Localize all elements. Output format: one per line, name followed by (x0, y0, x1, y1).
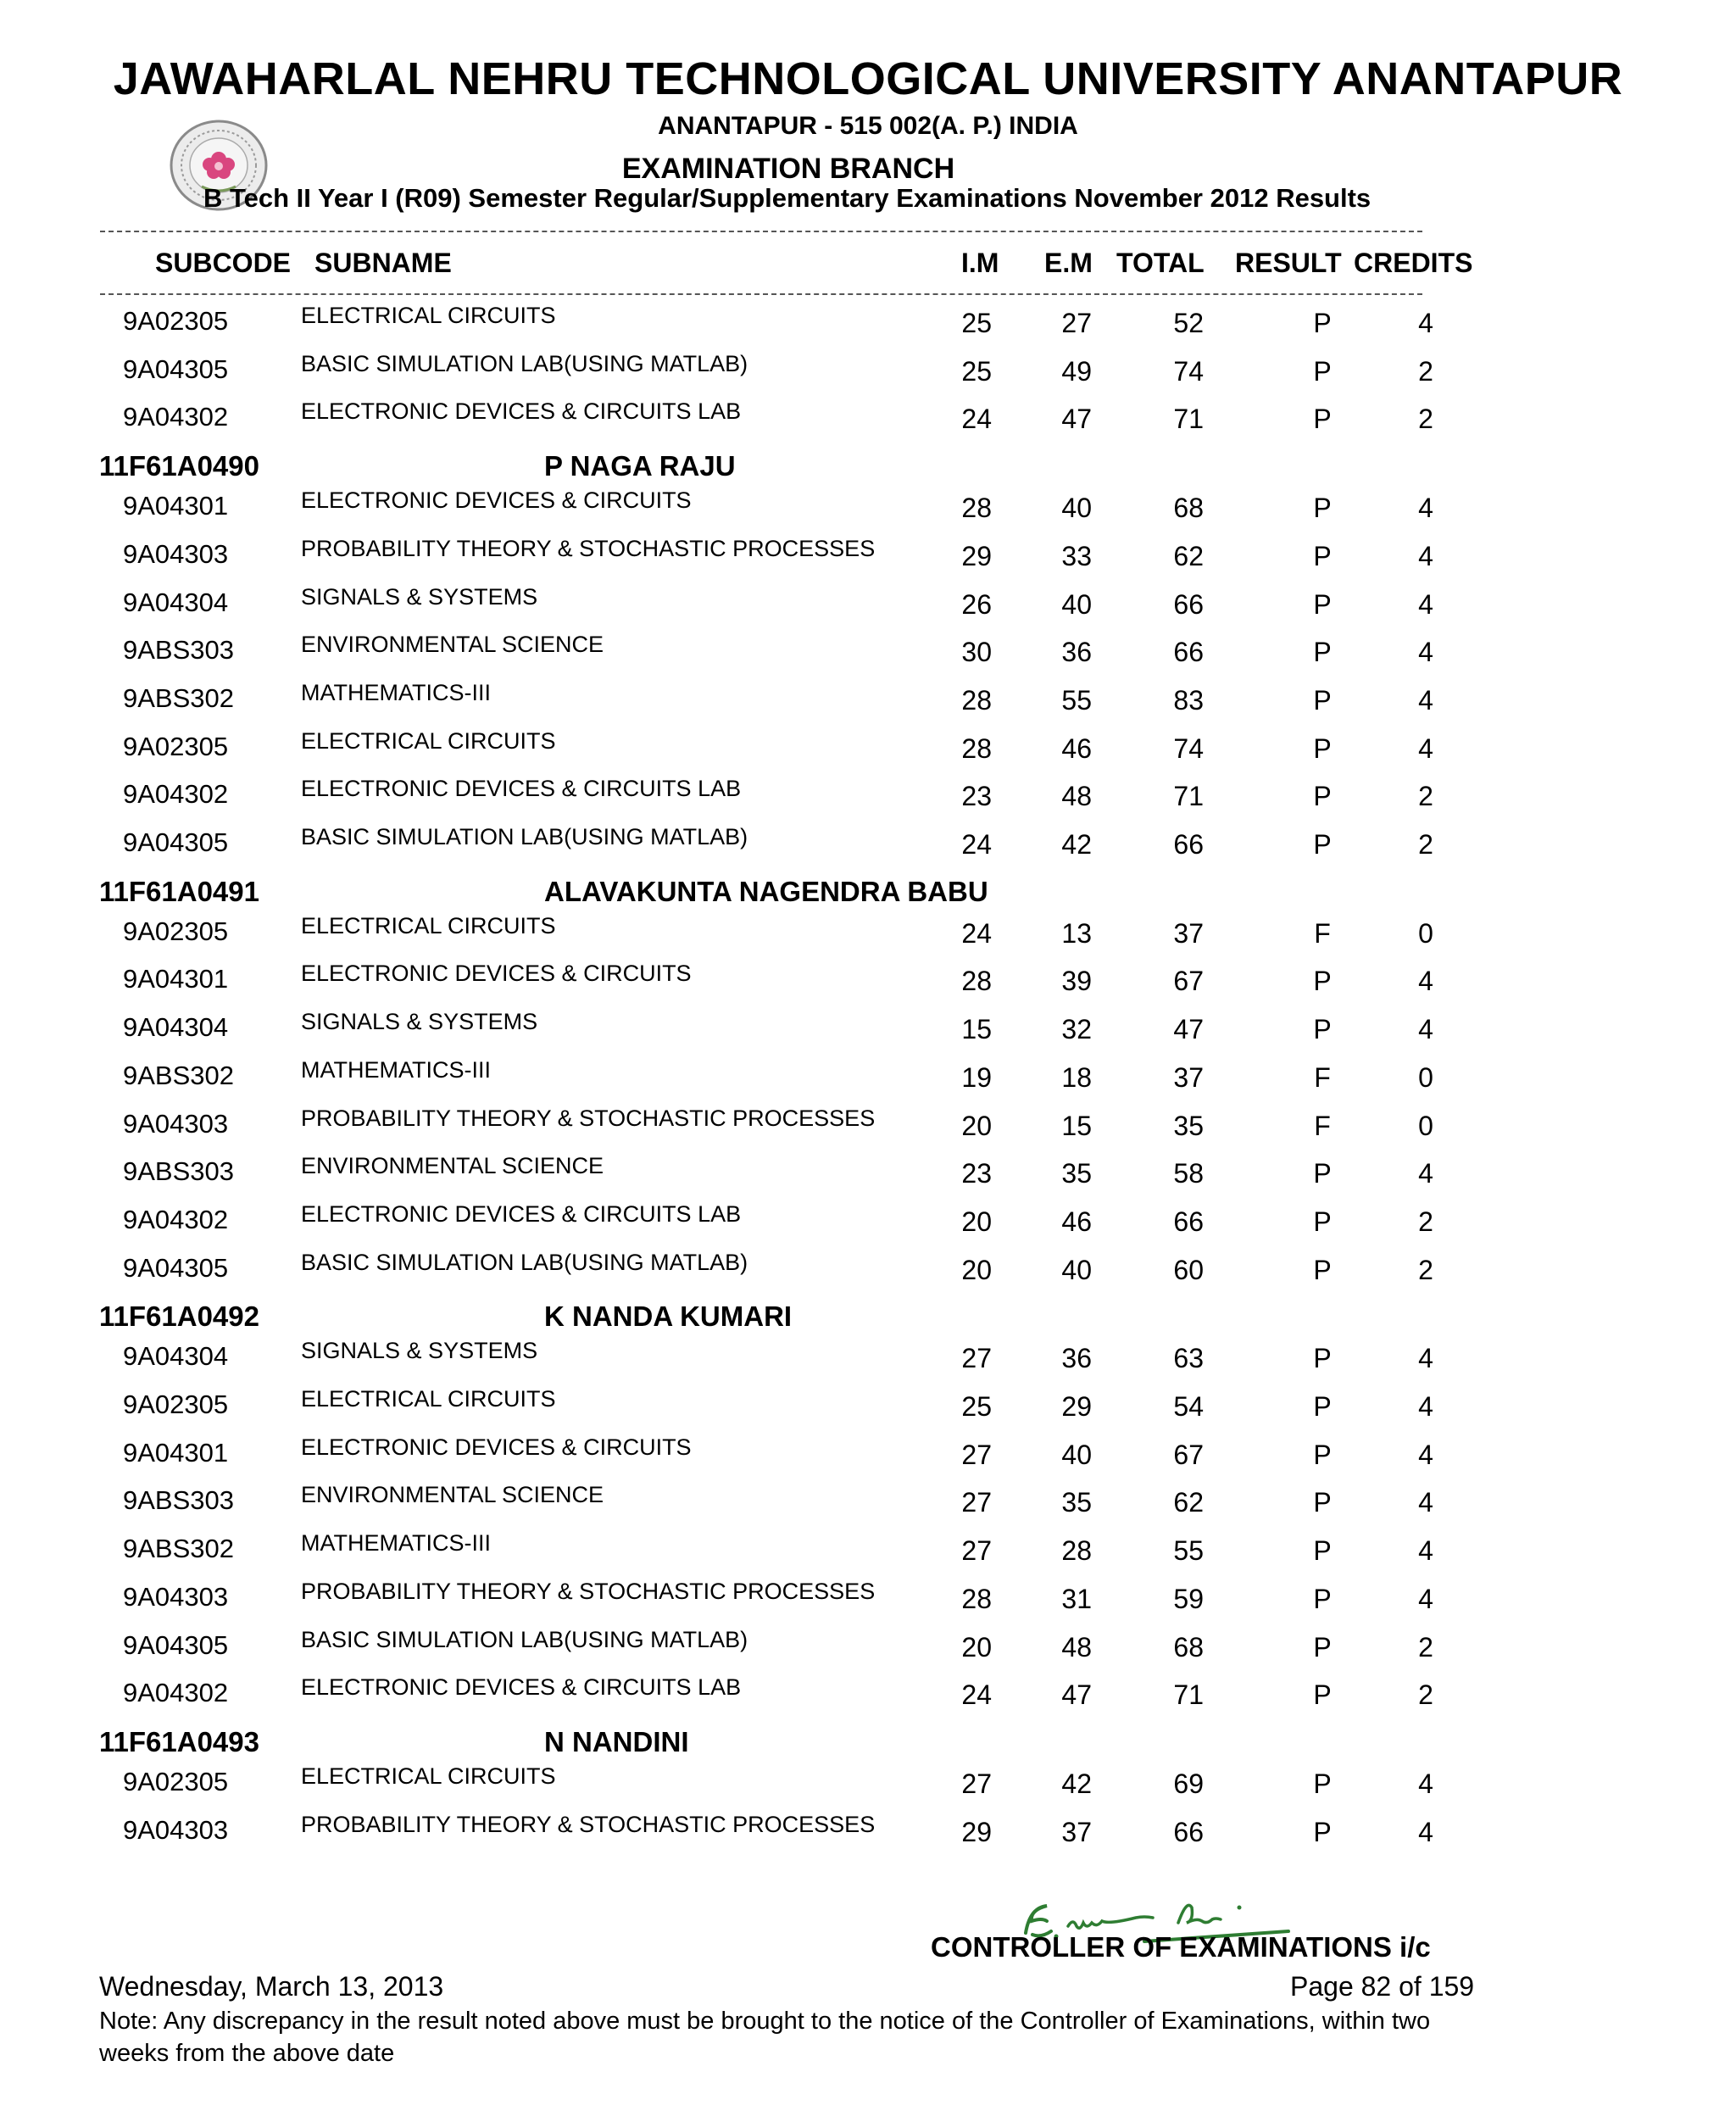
table-row (0, 487, 1736, 535)
result-status: P (1313, 1583, 1332, 1614)
credits-value: 0 (1418, 1061, 1433, 1093)
internal-marks: 20 (961, 1110, 992, 1141)
subject-name: MATHEMATICS-III (301, 1056, 491, 1083)
hallticket-number: 11F61A0493 (99, 1725, 259, 1757)
hallticket-number: 11F61A0491 (99, 875, 259, 907)
external-marks: 36 (1061, 637, 1092, 668)
total-marks: 66 (1173, 588, 1204, 620)
external-marks: 36 (1061, 1343, 1092, 1374)
result-status: P (1313, 588, 1332, 620)
external-marks: 32 (1061, 1014, 1092, 1045)
subject-code: 9A04304 (123, 587, 229, 617)
external-marks: 40 (1061, 493, 1092, 524)
result-status: P (1313, 1816, 1332, 1847)
student-header (0, 1726, 1736, 1767)
subject-name: ENVIRONMENTAL SCIENCE (301, 1153, 604, 1179)
external-marks: 48 (1061, 1631, 1092, 1663)
credits-value: 4 (1418, 1391, 1433, 1422)
table-row (0, 351, 1736, 398)
external-marks: 15 (1061, 1110, 1092, 1141)
subject-name: SIGNALS & SYSTEMS (301, 1009, 538, 1035)
subject-code: 9A04303 (123, 538, 229, 569)
internal-marks: 19 (961, 1061, 992, 1093)
subject-code: 9ABS303 (123, 1156, 234, 1187)
col-credits: CREDITS (1354, 248, 1473, 278)
total-marks: 66 (1173, 1206, 1204, 1237)
external-marks: 42 (1061, 1768, 1092, 1799)
controller-title: CONTROLLER OF EXAMINATIONS i/c (931, 1931, 1431, 1963)
credits-value: 4 (1418, 1343, 1433, 1374)
internal-marks: 24 (961, 829, 992, 860)
credits-value: 2 (1418, 1679, 1433, 1711)
student-name: P NAGA RAJU (544, 450, 736, 482)
internal-marks: 20 (961, 1254, 992, 1285)
credits-value: 2 (1418, 829, 1433, 860)
internal-marks: 30 (961, 637, 992, 668)
internal-marks: 24 (961, 917, 992, 949)
total-marks: 71 (1173, 1679, 1204, 1711)
external-marks: 35 (1061, 1487, 1092, 1518)
internal-marks: 27 (961, 1343, 992, 1374)
internal-marks: 29 (961, 540, 992, 571)
external-marks: 42 (1061, 829, 1092, 860)
subject-name: ELECTRICAL CIRCUITS (301, 727, 556, 754)
internal-marks: 28 (961, 684, 992, 716)
table-row (0, 398, 1736, 446)
student-header (0, 876, 1736, 916)
subject-name: ELECTRONIC DEVICES & CIRCUITS (301, 1434, 692, 1460)
table-row (0, 1201, 1736, 1249)
result-status: P (1313, 1014, 1332, 1045)
external-marks: 27 (1061, 308, 1092, 338)
total-marks: 55 (1173, 1535, 1204, 1567)
result-status: P (1313, 966, 1332, 997)
result-status: F (1314, 1110, 1331, 1141)
result-status: P (1313, 1254, 1332, 1285)
internal-marks: 27 (961, 1439, 992, 1470)
result-status: P (1313, 829, 1332, 860)
result-status: P (1313, 1158, 1332, 1189)
col-im: I.M (961, 248, 999, 278)
total-marks: 59 (1173, 1583, 1204, 1614)
subject-code: 9A02305 (123, 731, 229, 761)
credits-value: 4 (1418, 588, 1433, 620)
total-marks: 66 (1173, 1816, 1204, 1847)
table-row (0, 536, 1736, 583)
external-marks: 48 (1061, 781, 1092, 812)
subject-code: 9A02305 (123, 1390, 229, 1419)
subject-code: 9A02305 (123, 306, 229, 336)
print-date: Wednesday, March 13, 2013 (99, 1971, 444, 2002)
table-row (0, 776, 1736, 823)
subject-name: PROBABILITY THEORY & STOCHASTIC PROCESSES (301, 535, 876, 561)
subject-code: 9A04301 (123, 1437, 229, 1468)
result-status: P (1313, 308, 1332, 338)
credits-value: 4 (1418, 732, 1433, 764)
internal-marks: 28 (961, 493, 992, 524)
subject-code: 9A04302 (123, 1678, 229, 1708)
table-row (0, 1812, 1736, 1859)
subject-name: ELECTRONIC DEVICES & CIRCUITS LAB (301, 1200, 742, 1227)
credits-value: 4 (1418, 1583, 1433, 1614)
total-marks: 37 (1173, 917, 1204, 949)
subject-name: ELECTRONIC DEVICES & CIRCUITS (301, 487, 692, 514)
hallticket-number: 11F61A0492 (99, 1300, 259, 1333)
result-status: P (1313, 355, 1332, 387)
subject-name: ELECTRICAL CIRCUITS (301, 303, 556, 328)
table-row (0, 1627, 1736, 1674)
table-row (0, 680, 1736, 727)
internal-marks: 25 (961, 355, 992, 387)
table-row (0, 1106, 1736, 1153)
external-marks: 47 (1061, 404, 1092, 435)
result-status: P (1313, 732, 1332, 764)
credits-value: 4 (1418, 1535, 1433, 1567)
external-marks: 49 (1061, 355, 1092, 387)
subject-name: ELECTRICAL CIRCUITS (301, 912, 556, 938)
table-row (0, 632, 1736, 679)
subject-code: 9ABS302 (123, 1534, 234, 1564)
total-marks: 71 (1173, 781, 1204, 812)
table-row (0, 1386, 1736, 1434)
result-status: P (1313, 1768, 1332, 1799)
credits-value: 4 (1418, 637, 1433, 668)
result-status: P (1313, 540, 1332, 571)
external-marks: 46 (1061, 732, 1092, 764)
result-status: P (1313, 1535, 1332, 1567)
subject-code: 9A02305 (123, 916, 229, 946)
col-result: RESULT (1235, 248, 1342, 278)
footer-note: Note: Any discrepancy in the result noted above must be brought to the notice of the Controller of Examinations, within two weeks from the above date (99, 2008, 1431, 2067)
result-status: P (1313, 684, 1332, 716)
total-marks: 60 (1173, 1254, 1204, 1285)
subject-name: SIGNALS & SYSTEMS (301, 1338, 538, 1364)
credits-value: 2 (1418, 404, 1433, 435)
external-marks: 40 (1061, 1439, 1092, 1470)
internal-marks: 28 (961, 966, 992, 997)
total-marks: 47 (1173, 1014, 1204, 1045)
total-marks: 54 (1173, 1391, 1204, 1422)
internal-marks: 29 (961, 1816, 992, 1847)
total-marks: 83 (1173, 684, 1204, 716)
external-marks: 35 (1061, 1158, 1092, 1189)
external-marks: 47 (1061, 1679, 1092, 1711)
external-marks: 31 (1061, 1583, 1092, 1614)
student-name: K NANDA KUMARI (544, 1300, 793, 1333)
subject-name: ELECTRONIC DEVICES & CIRCUITS (301, 961, 692, 987)
subject-name: ELECTRONIC DEVICES & CIRCUITS LAB (301, 398, 742, 425)
university-address: ANANTAPUR - 515 002(A. P.) INDIA (658, 112, 1078, 140)
total-marks: 74 (1173, 732, 1204, 764)
result-status: F (1314, 1061, 1331, 1093)
external-marks: 40 (1061, 588, 1092, 620)
internal-marks: 25 (961, 1391, 992, 1422)
internal-marks: 28 (961, 732, 992, 764)
internal-marks: 15 (961, 1014, 992, 1045)
table-row (0, 1434, 1736, 1482)
subject-code: 9A04305 (123, 1629, 229, 1660)
student-name: ALAVAKUNTA NAGENDRA BABU (544, 875, 988, 907)
internal-marks: 20 (961, 1631, 992, 1663)
credits-value: 2 (1418, 355, 1433, 387)
credits-value: 4 (1418, 308, 1433, 338)
subject-code: 9A04303 (123, 1108, 229, 1139)
result-status: P (1313, 493, 1332, 524)
subject-name: BASIC SIMULATION LAB(USING MATLAB) (301, 350, 748, 376)
total-marks: 69 (1173, 1768, 1204, 1799)
credits-value: 0 (1418, 1110, 1433, 1141)
subject-name: ELECTRICAL CIRCUITS (301, 1763, 556, 1789)
result-status: P (1313, 404, 1332, 435)
table-row (0, 1482, 1736, 1529)
credits-value: 2 (1418, 1254, 1433, 1285)
table-row (0, 1763, 1736, 1811)
table-row (0, 1057, 1736, 1105)
subject-code: 9A04302 (123, 402, 229, 432)
credits-value: 4 (1418, 1014, 1433, 1045)
table-row (0, 1530, 1736, 1578)
result-status: P (1313, 637, 1332, 668)
external-marks: 46 (1061, 1206, 1092, 1237)
col-subcode: SUBCODE (155, 248, 292, 278)
branch-title: EXAMINATION BRANCH (621, 153, 955, 185)
subject-code: 9ABS302 (123, 682, 234, 713)
subject-code: 9ABS303 (123, 1485, 234, 1516)
credits-value: 4 (1418, 1487, 1433, 1518)
internal-marks: 23 (961, 781, 992, 812)
subject-code: 9A04301 (123, 491, 229, 521)
internal-marks: 20 (961, 1206, 992, 1237)
external-marks: 39 (1061, 966, 1092, 997)
subject-name: PROBABILITY THEORY & STOCHASTIC PROCESSES (301, 1105, 876, 1131)
result-status: P (1313, 1631, 1332, 1663)
external-marks: 18 (1061, 1061, 1092, 1093)
credits-value: 2 (1418, 1631, 1433, 1663)
credits-value: 2 (1418, 1206, 1433, 1237)
result-status: P (1313, 1391, 1332, 1422)
total-marks: 62 (1173, 1487, 1204, 1518)
external-marks: 33 (1061, 540, 1092, 571)
subject-name: MATHEMATICS-III (301, 1530, 491, 1557)
university-title: JAWAHARLAL NEHRU TECHNOLOGICAL UNIVERSITY ANANTAPUR (113, 53, 1623, 104)
total-marks: 66 (1173, 637, 1204, 668)
table-row (0, 303, 1736, 350)
table-row (0, 584, 1736, 632)
credits-value: 4 (1418, 540, 1433, 571)
external-marks: 28 (1061, 1535, 1092, 1567)
table-row (0, 961, 1736, 1008)
subject-name: BASIC SIMULATION LAB(USING MATLAB) (301, 1249, 748, 1275)
credits-value: 4 (1418, 1158, 1433, 1189)
internal-marks: 25 (961, 308, 992, 338)
hallticket-number: 11F61A0490 (99, 450, 259, 482)
exam-title: B Tech II Year I (R09) Semester Regular/Supplementary Examinations November 2012 Results (203, 183, 1372, 213)
col-em: E.M (1044, 248, 1093, 278)
subject-code: 9A04304 (123, 1341, 229, 1372)
external-marks: 13 (1061, 917, 1092, 949)
subject-code: 9A04301 (123, 964, 229, 994)
external-marks: 37 (1061, 1816, 1092, 1847)
table-row (0, 1153, 1736, 1200)
subject-code: 9A04302 (123, 779, 229, 810)
col-total: TOTAL (1116, 248, 1205, 278)
subject-name: PROBABILITY THEORY & STOCHASTIC PROCESSES (301, 1811, 876, 1837)
table-row (0, 1009, 1736, 1056)
subject-code: 9A04303 (123, 1581, 229, 1612)
total-marks: 68 (1173, 493, 1204, 524)
subject-code: 9A04302 (123, 1204, 229, 1234)
subject-code: 9A04305 (123, 827, 229, 857)
credits-value: 4 (1418, 966, 1433, 997)
total-marks: 58 (1173, 1158, 1204, 1189)
student-header (0, 450, 1736, 491)
col-subname: SUBNAME (314, 248, 452, 278)
subject-code: 9A02305 (123, 1766, 229, 1796)
subject-code: 9ABS302 (123, 1060, 234, 1090)
subject-name: MATHEMATICS-III (301, 679, 491, 705)
external-marks: 40 (1061, 1254, 1092, 1285)
subject-name: ELECTRONIC DEVICES & CIRCUITS LAB (301, 1674, 742, 1701)
subject-name: BASIC SIMULATION LAB(USING MATLAB) (301, 1626, 748, 1652)
result-status: P (1313, 1343, 1332, 1374)
external-marks: 55 (1061, 684, 1092, 716)
subject-name: PROBABILITY THEORY & STOCHASTIC PROCESSES (301, 1578, 876, 1604)
internal-marks: 27 (961, 1768, 992, 1799)
subject-name: ELECTRICAL CIRCUITS (301, 1386, 556, 1412)
total-marks: 63 (1173, 1343, 1204, 1374)
subject-name: BASIC SIMULATION LAB(USING MATLAB) (301, 824, 748, 849)
credits-value: 4 (1418, 684, 1433, 716)
total-marks: 66 (1173, 829, 1204, 860)
result-status: P (1313, 1487, 1332, 1518)
table-row (0, 913, 1736, 961)
credits-value: 4 (1418, 1816, 1433, 1847)
internal-marks: 28 (961, 1583, 992, 1614)
table-row (0, 1674, 1736, 1722)
total-marks: 74 (1173, 355, 1204, 387)
subject-code: 9A04303 (123, 1814, 229, 1845)
result-status: P (1313, 1679, 1332, 1711)
credits-value: 4 (1418, 1439, 1433, 1470)
subject-code: 9A04304 (123, 1012, 229, 1043)
credits-value: 4 (1418, 493, 1433, 524)
result-status: P (1313, 781, 1332, 812)
subject-code: 9A04305 (123, 354, 229, 384)
credits-value: 2 (1418, 781, 1433, 812)
result-status: P (1313, 1206, 1332, 1237)
internal-marks: 27 (961, 1487, 992, 1518)
subject-name: SIGNALS & SYSTEMS (301, 583, 538, 610)
subject-code: 9A04305 (123, 1252, 229, 1283)
total-marks: 35 (1173, 1110, 1204, 1141)
subject-name: ELECTRONIC DEVICES & CIRCUITS LAB (301, 776, 742, 802)
student-name: N NANDINI (544, 1725, 689, 1757)
total-marks: 71 (1173, 404, 1204, 435)
external-marks: 29 (1061, 1391, 1092, 1422)
student-header (0, 1300, 1736, 1341)
internal-marks: 24 (961, 1679, 992, 1711)
subject-name: ENVIRONMENTAL SCIENCE (301, 632, 604, 658)
page-number: Page 82 of 159 (1290, 1971, 1475, 2002)
internal-marks: 27 (961, 1535, 992, 1567)
internal-marks: 24 (961, 404, 992, 435)
total-marks: 67 (1173, 1439, 1204, 1470)
table-row (0, 1338, 1736, 1385)
table-row (0, 1250, 1736, 1297)
table-row (0, 824, 1736, 872)
total-marks: 68 (1173, 1631, 1204, 1663)
subject-code: 9ABS303 (123, 635, 234, 666)
credits-value: 0 (1418, 917, 1433, 949)
total-marks: 52 (1173, 308, 1204, 338)
result-status: P (1313, 1439, 1332, 1470)
total-marks: 62 (1173, 540, 1204, 571)
credits-value: 4 (1418, 1768, 1433, 1799)
table-row (0, 1579, 1736, 1626)
result-status: F (1314, 917, 1331, 949)
internal-marks: 23 (961, 1158, 992, 1189)
table-row (0, 728, 1736, 776)
subject-name: ENVIRONMENTAL SCIENCE (301, 1482, 604, 1508)
total-marks: 67 (1173, 966, 1204, 997)
internal-marks: 26 (961, 588, 992, 620)
total-marks: 37 (1173, 1061, 1204, 1093)
